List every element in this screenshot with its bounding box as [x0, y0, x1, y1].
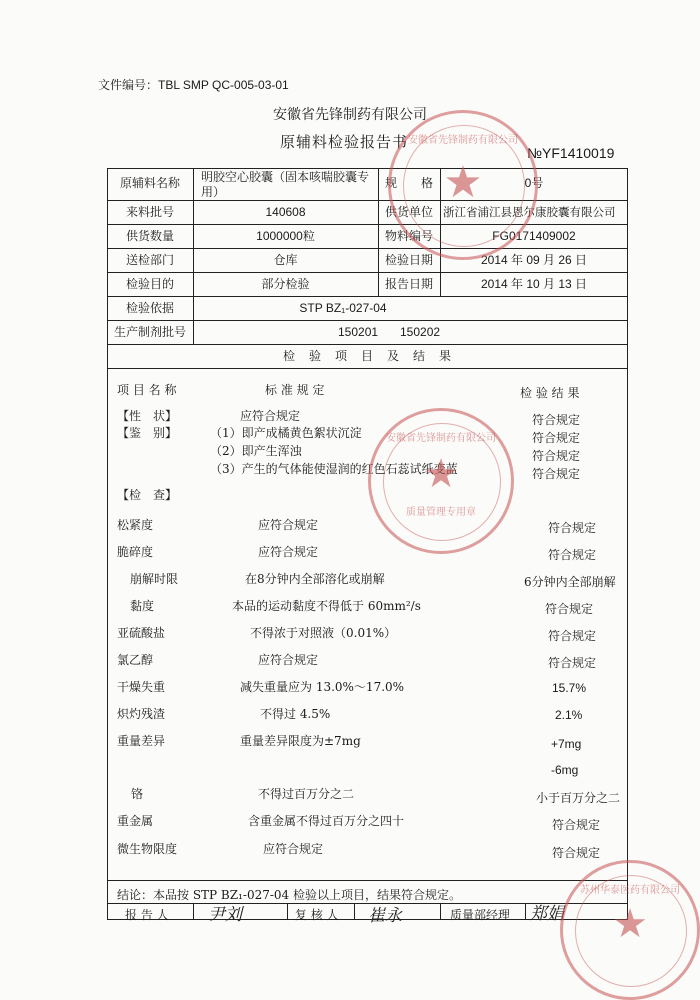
company-name: 安徽省先锋制药有限公司 — [273, 107, 427, 123]
test-name: 崩解时限 — [130, 572, 179, 586]
character-label: 【性 状】 — [117, 409, 178, 423]
col-divider — [354, 903, 355, 920]
production-batch-label: 生产制剂批号 — [113, 325, 186, 339]
batch-value: 140608 — [265, 205, 306, 219]
reviewer-label: 复 核 人 — [295, 908, 339, 922]
test-standard: 含重金属不得过百万分之四十 — [248, 814, 405, 828]
row-divider — [107, 344, 628, 345]
identify-line: （3）产生的气体能使湿润的红色石蕊试纸变蓝 — [210, 462, 458, 476]
test-standard: 应符合规定 — [263, 842, 324, 856]
test-result: 符合规定 — [548, 548, 597, 562]
test-result: 2.1% — [555, 708, 583, 722]
col-header-standard: 标 准 规 定 — [265, 383, 325, 397]
test-name: 重金属 — [117, 814, 154, 828]
row-divider — [107, 224, 628, 225]
result-cell: 符合规定 — [532, 449, 581, 463]
report-date-value: 2014 年 10 月 13 日 — [480, 277, 588, 291]
test-standard: 在8分钟内全部溶化或崩解 — [245, 572, 385, 586]
quantity-value: 1000000粒 — [256, 229, 315, 243]
row-divider — [107, 248, 628, 249]
test-standard: 本品的运动黏度不得低于 60mm²/s — [232, 599, 421, 613]
col-divider — [440, 903, 441, 920]
quantity-label: 供货数量 — [125, 229, 174, 243]
test-result: 小于百万分之二 — [536, 791, 621, 805]
manager-label: 质量部经理 — [450, 908, 511, 922]
identify-line: （1）即产成橘黄色絮状沉淀 — [210, 426, 362, 440]
test-result: 符合规定 — [548, 521, 597, 535]
test-name: 炽灼残渣 — [117, 707, 166, 721]
identify-line: （2）即产生浑浊 — [210, 444, 302, 458]
reporter-label: 报 告 人 — [125, 908, 169, 922]
col-header-item: 项 目 名 称 — [117, 383, 177, 397]
test-name: 干燥失重 — [117, 680, 166, 694]
document-number: 文件编号：TBL SMP QC-005-03-01 — [98, 78, 289, 92]
test-result: -6mg — [551, 763, 579, 777]
report-title: 原辅料检验报告书 — [280, 133, 409, 151]
section-title: 检 验 项 目 及 结 果 — [282, 349, 452, 363]
test-standard: 重量差异限度为±7mg — [240, 734, 361, 748]
test-name: 铬 — [131, 787, 144, 801]
result-cell: 符合规定 — [532, 413, 581, 427]
conclusion: 结论：本品按 STP BZ₁-027-04 检验以上项目，结果符合规定。 — [117, 888, 461, 902]
test-standard: 不得过百万分之二 — [258, 787, 355, 801]
reporter-signature: 尹刘 — [208, 905, 242, 925]
check-label: 【检 查】 — [117, 488, 178, 502]
row-divider — [107, 272, 628, 273]
spec-value: 0号 — [524, 176, 544, 190]
row-divider — [107, 320, 628, 321]
batch-label: 来料批号 — [125, 205, 174, 219]
row-divider — [107, 200, 628, 201]
material-name-value: 明胶空心胶囊（固本咳喘胶囊专用） — [201, 170, 370, 199]
character-standard: 应符合规定 — [240, 409, 301, 423]
basis-value: STP BZ₁-027-04 — [299, 301, 387, 315]
row-divider — [107, 296, 628, 297]
report-date-label: 报告日期 — [384, 277, 433, 291]
test-name: 黏度 — [130, 599, 155, 613]
test-standard: 不得过 4.5% — [260, 707, 331, 721]
result-cell: 符合规定 — [532, 467, 581, 481]
test-result: 符合规定 — [548, 629, 597, 643]
col-header-result: 检 验 结 果 — [520, 386, 580, 400]
purpose-label: 检验目的 — [125, 277, 174, 291]
test-name: 亚硫酸盐 — [117, 626, 166, 640]
purpose-value: 部分检验 — [261, 277, 310, 291]
company-seal-stamp: ★ 安徽省先锋制药有限公司 — [388, 110, 538, 260]
test-name: 氯乙醇 — [117, 653, 154, 667]
dept-label: 送检部门 — [125, 253, 174, 267]
test-standard: 应符合规定 — [258, 545, 319, 559]
manager-signature: 郑娟 — [530, 904, 564, 924]
col-divider — [287, 903, 288, 920]
quality-seal-stamp: ★ 安徽省先锋制药有限公司 质量管理专用章 — [368, 408, 514, 554]
supplier-seal-stamp: ★ 苏州华泰医药有限公司 — [560, 860, 700, 1000]
basis-label: 检验依据 — [125, 301, 174, 315]
supplier-label: 供货单位 — [384, 205, 433, 219]
col-divider — [193, 903, 194, 920]
col-divider — [525, 903, 526, 920]
test-name: 脆碎度 — [117, 545, 154, 559]
report-number: №YF1410019 — [527, 145, 615, 161]
supplier-value: 浙江省浦江县恩尔康胶囊有限公司 — [443, 205, 616, 219]
production-batch-value: 150202 — [400, 325, 441, 339]
test-result: +7mg — [551, 737, 582, 751]
reviewer-signature: 崔永 — [368, 906, 402, 926]
inspect-date-label: 检验日期 — [384, 253, 433, 267]
identify-label: 【鉴 别】 — [117, 426, 178, 440]
material-no-label: 物料编号 — [384, 229, 433, 243]
test-result: 符合规定 — [552, 846, 601, 860]
production-batch-value: 150201 — [338, 325, 379, 339]
row-divider — [107, 880, 628, 881]
inspect-date-value: 2014 年 09 月 26 日 — [480, 253, 588, 267]
dept-value: 仓库 — [273, 253, 298, 267]
test-result: 符合规定 — [548, 656, 597, 670]
test-standard: 应符合规定 — [258, 653, 319, 667]
test-result: 15.7% — [552, 681, 587, 695]
test-result: 6分钟内全部崩解 — [524, 575, 616, 589]
spec-label: 规 格 — [384, 176, 433, 190]
test-result: 符合规定 — [545, 602, 594, 616]
test-name: 松紧度 — [117, 518, 154, 532]
test-standard: 应符合规定 — [258, 518, 319, 532]
test-result: 符合规定 — [552, 818, 601, 832]
test-name: 微生物限度 — [117, 842, 178, 856]
test-standard: 减失重量应为 13.0%～17.0% — [240, 680, 405, 694]
material-name-label: 原辅料名称 — [119, 176, 180, 190]
test-name: 重量差异 — [117, 734, 166, 748]
material-no-value: FG0171409002 — [492, 229, 576, 243]
result-cell: 符合规定 — [532, 431, 581, 445]
row-divider — [107, 368, 628, 369]
test-standard: 不得浓于对照液（0.01%） — [250, 626, 397, 640]
